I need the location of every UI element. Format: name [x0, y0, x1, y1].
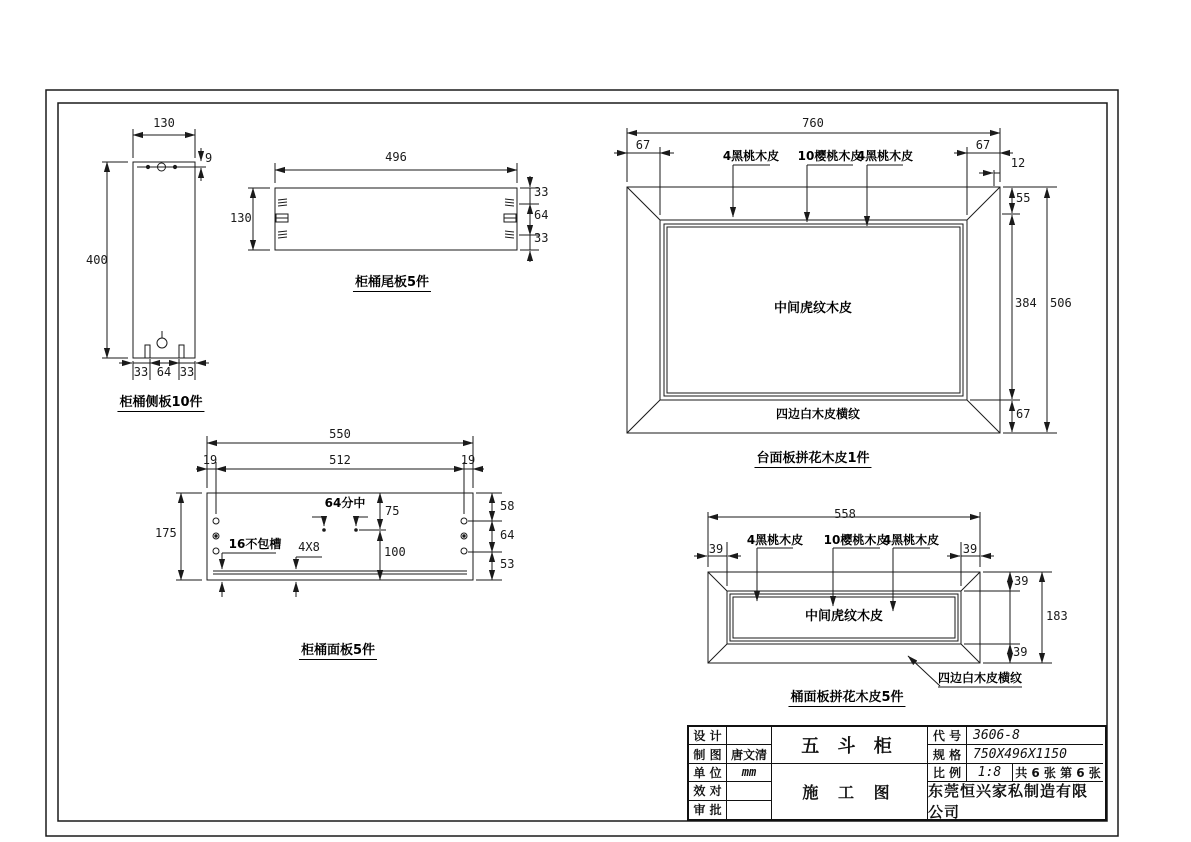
top-panel-veneer-right-label: 4黑桃木皮 [856, 149, 914, 163]
side-panel-title: 柜桶侧板10件 [119, 395, 203, 410]
top-panel-veneer-left-label: 4黑桃木皮 [722, 149, 780, 163]
drawing-name: 施 工 图 [772, 764, 928, 819]
drawer-veneer-width-dim: 558 [834, 507, 856, 521]
drawer-veneer-border-left-dim: 39 [708, 542, 724, 556]
approve-label: 审 批 [689, 801, 727, 819]
drawer-veneer-left-label: 4黑桃木皮 [746, 533, 804, 547]
drawer-veneer-center-label: 中间虎纹木皮 [804, 609, 884, 624]
design-value [727, 727, 772, 745]
product-name: 五 斗 柜 [772, 727, 928, 764]
spec-label: 规 格 [928, 745, 967, 763]
face-panel-right-mid-dim: 64 [500, 528, 515, 542]
face-panel-v-top-dim: 75 [385, 504, 400, 518]
face-panel-groove-note: 16不包槽 [228, 537, 282, 551]
draft-value: 唐文清 [727, 745, 772, 763]
code-label: 代 号 [928, 727, 967, 745]
top-panel-veneer-mid-label: 10樱桃木皮 [797, 149, 863, 163]
unit-label: 单 位 [689, 764, 727, 782]
face-panel-inner-dim: 512 [329, 453, 351, 467]
check-value [727, 782, 772, 800]
drawer-veneer-top-band-dim: 39 [1014, 574, 1029, 588]
top-panel-width-dim: 760 [802, 116, 824, 130]
face-panel-height-dim: 175 [155, 526, 177, 540]
back-panel-height-dim: 130 [230, 211, 252, 225]
sheet-count: 共 6 张 第 6 张 [1013, 764, 1103, 782]
spec-value: 750X496X1150 [967, 745, 1103, 763]
face-panel-slot-note: 4X8 [298, 540, 320, 554]
back-panel-width-dim: 496 [385, 150, 407, 164]
side-panel-bottom-right-dim: 33 [179, 365, 195, 379]
drawer-veneer-height-dim: 183 [1046, 609, 1068, 623]
drawer-veneer-edge-label: 四边白木皮横纹 [937, 671, 1023, 685]
top-panel-top-band-dim: 55 [1016, 191, 1031, 205]
check-label: 效 对 [689, 782, 727, 800]
drawer-veneer-mid-label: 10樱桃木皮 [823, 533, 889, 547]
drawer-veneer-border-right-dim: 39 [962, 542, 978, 556]
top-panel-edge-label: 四边白木皮横纹 [775, 407, 861, 421]
face-panel-right-top-dim: 58 [500, 499, 515, 513]
face-panel-v-bottom-dim: 100 [384, 545, 406, 559]
top-panel-strip-dim: 12 [1010, 156, 1026, 170]
top-panel-border-right-dim: 67 [975, 138, 991, 152]
face-panel-right-bottom-dim: 53 [500, 557, 515, 571]
top-panel-border-left-dim: 67 [635, 138, 651, 152]
code-value: 3606-8 [967, 727, 1103, 745]
scale-label: 比 例 [928, 764, 967, 782]
side-panel-height-dim: 400 [86, 253, 108, 267]
back-panel-right-top-dim: 33 [534, 185, 549, 199]
top-panel-center-dim: 384 [1015, 296, 1037, 310]
top-panel-height-dim: 506 [1050, 296, 1072, 310]
side-panel-width-dim: 130 [153, 116, 175, 130]
face-panel-inset-right-dim: 19 [460, 453, 476, 467]
top-panel-title: 台面板拼花木皮1件 [756, 451, 870, 466]
draft-label: 制 图 [689, 745, 727, 763]
unit-value: mm [727, 764, 772, 782]
face-panel-center-note: 64分中 [324, 496, 366, 510]
side-panel-bottom-left-dim: 33 [133, 365, 149, 379]
top-panel-bottom-band-dim: 67 [1016, 407, 1031, 421]
back-panel-right-bottom-dim: 33 [534, 231, 549, 245]
drawer-veneer-bottom-band-dim: 39 [1013, 645, 1028, 659]
design-label: 设 计 [689, 727, 727, 745]
face-panel-title: 柜桶面板5件 [300, 643, 376, 658]
drawer-veneer-title: 桶面板拼花木皮5件 [790, 690, 904, 705]
side-panel-offset-dim: 9 [205, 151, 213, 165]
face-panel-width-dim: 550 [329, 427, 351, 441]
back-panel-right-mid-dim: 64 [534, 208, 549, 222]
back-panel-title: 柜桶尾板5件 [354, 275, 430, 290]
side-panel-bottom-center-dim: 64 [156, 365, 172, 379]
approve-value [727, 801, 772, 819]
title-block [687, 725, 1107, 821]
scale-value: 1:8 [967, 764, 1013, 782]
face-panel-inset-left-dim: 19 [202, 453, 218, 467]
company-name: 东莞恒兴家私制造有限公司 [928, 782, 1089, 819]
drawer-veneer-right-label: 4黑桃木皮 [882, 533, 940, 547]
top-panel-center-label: 中间虎纹木皮 [773, 301, 853, 316]
